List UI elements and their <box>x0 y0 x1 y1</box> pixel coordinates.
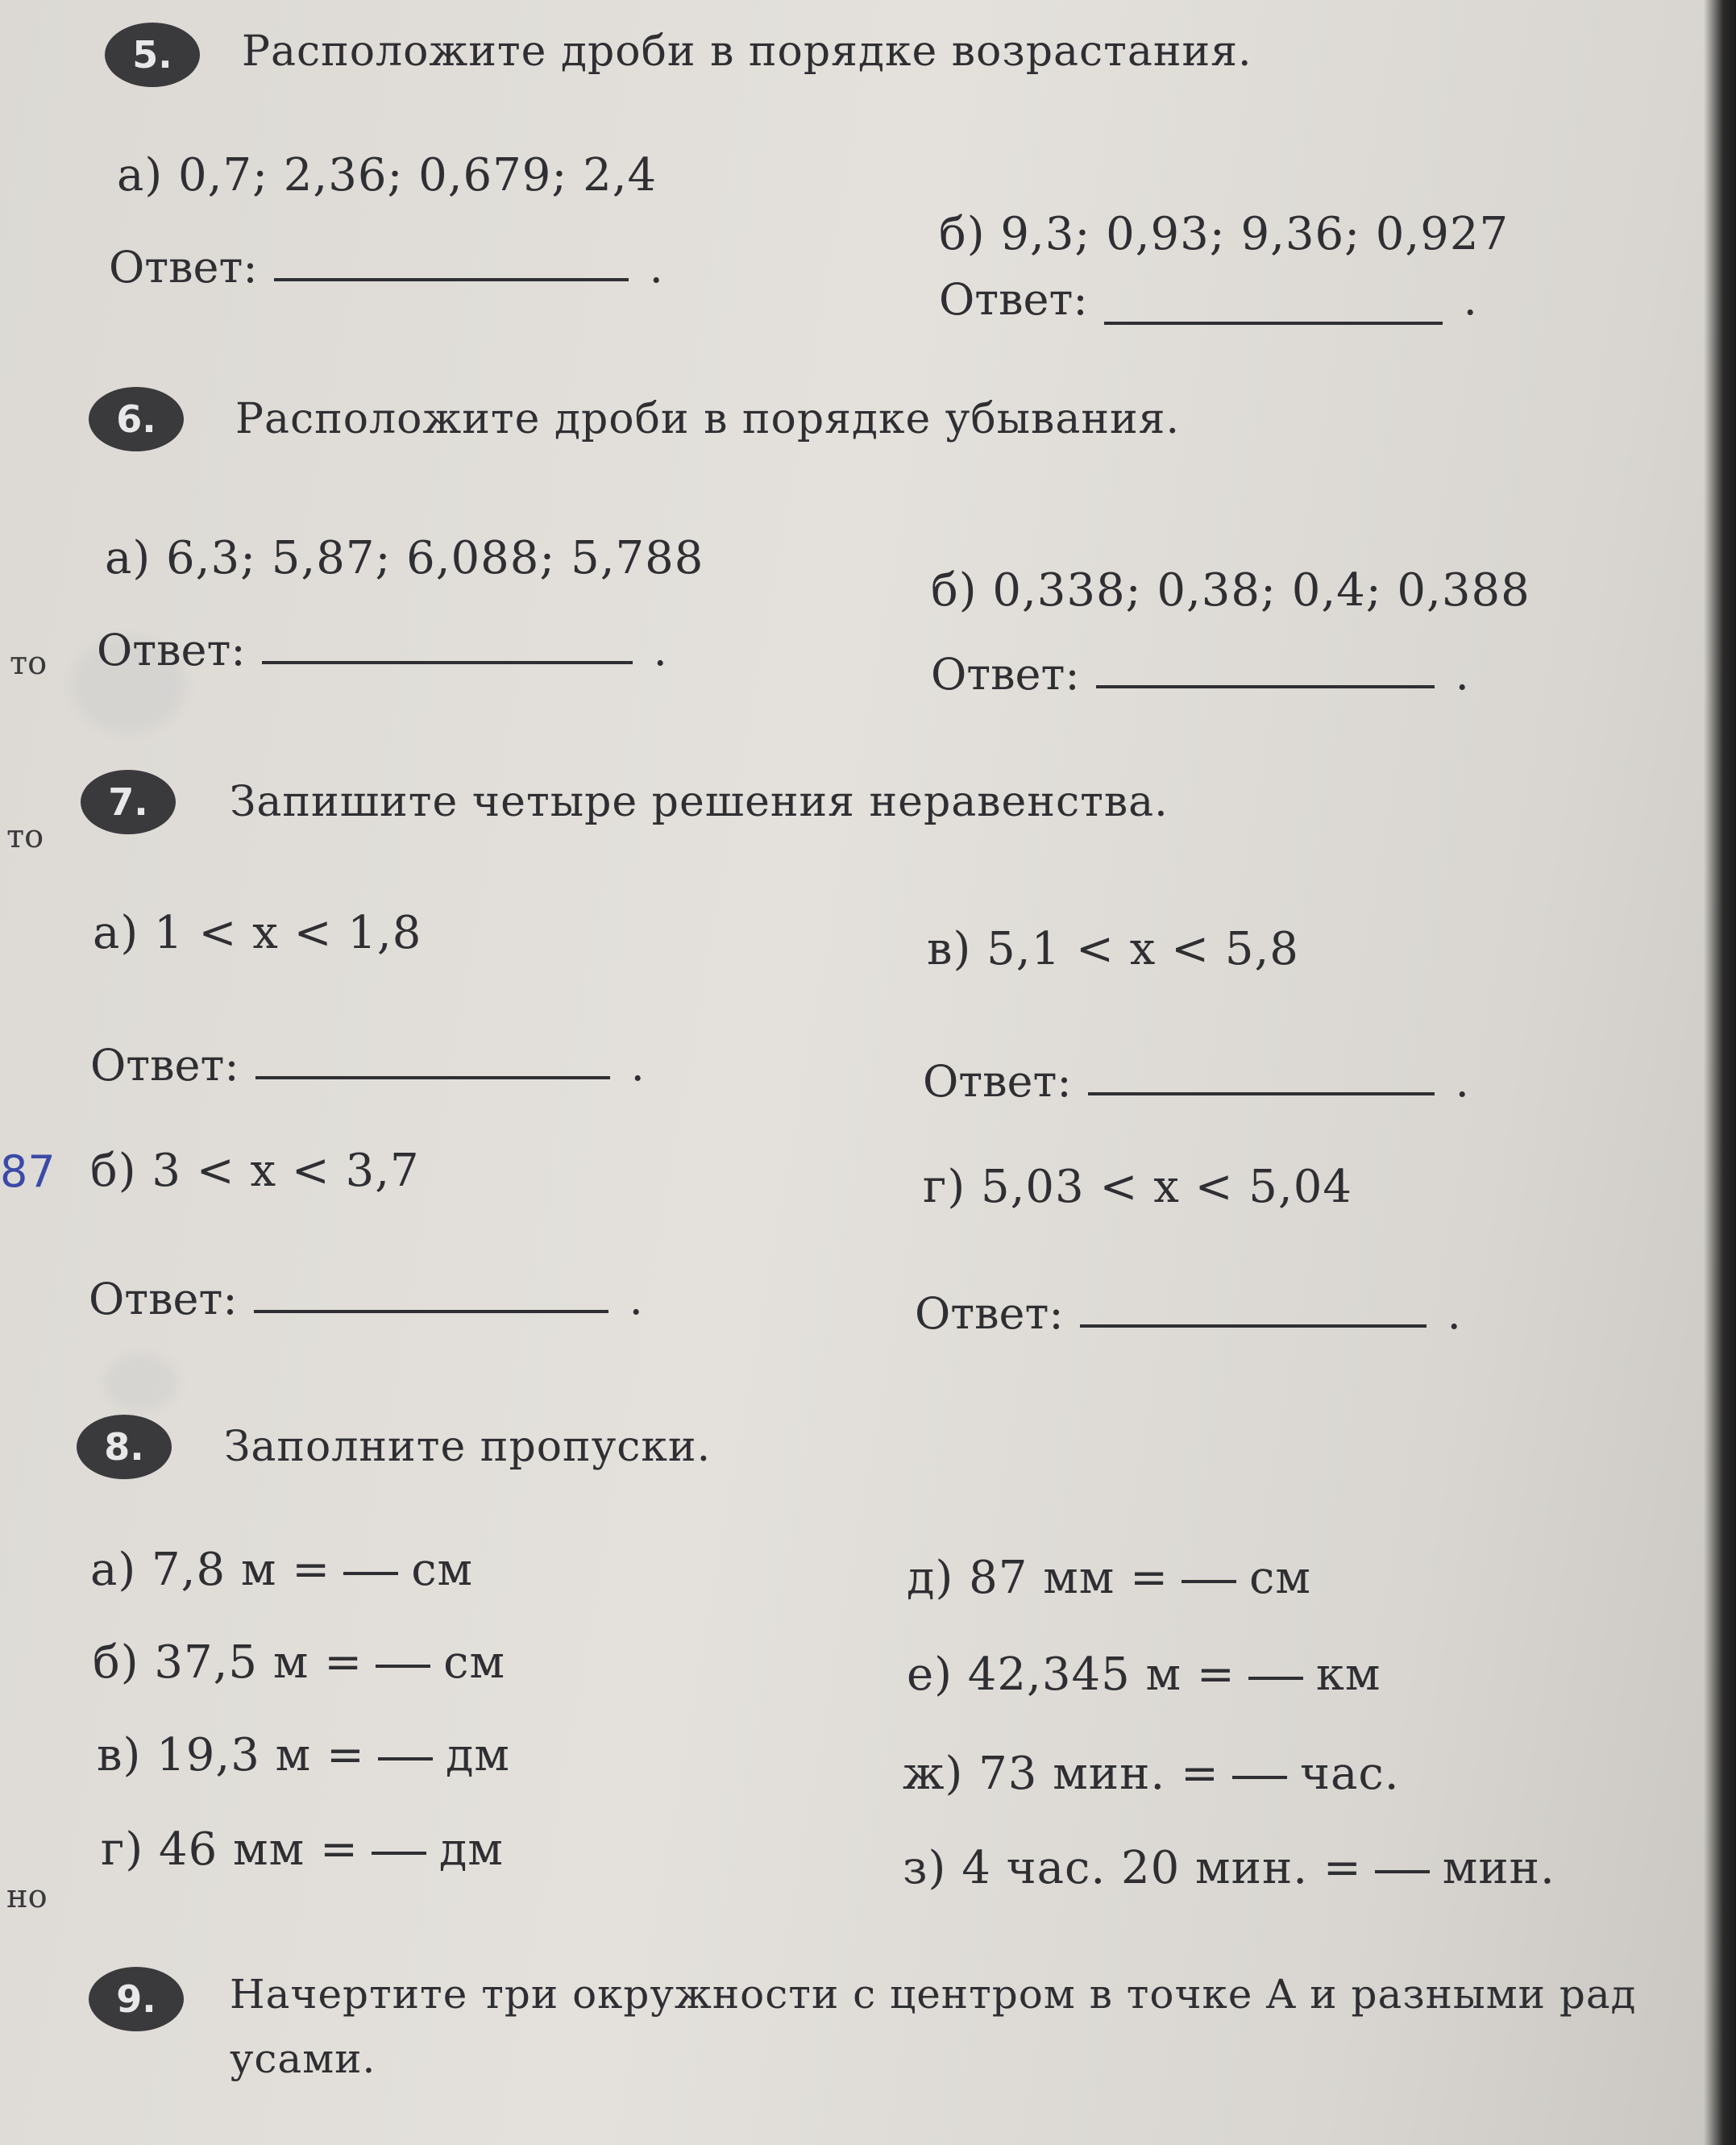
task-7-a: а) 1 < x < 1,8 <box>93 907 422 959</box>
answer-dot: . <box>630 1040 645 1091</box>
task-6-number: 6. <box>89 387 184 451</box>
item-unit: см <box>443 1636 506 1689</box>
task-5-number: 5. <box>105 23 200 87</box>
fill-blank[interactable] <box>343 1571 398 1575</box>
fill-blank[interactable] <box>1375 1869 1430 1873</box>
task-7-v: в) 5,1 < x < 5,8 <box>927 923 1299 975</box>
answer-blank[interactable] <box>255 1075 610 1079</box>
task-9-number: 9. <box>89 1967 184 2031</box>
item-expression: в) 19,3 м = <box>97 1729 365 1781</box>
task-8-item-a <box>90 1544 473 1596</box>
margin-word-2: то <box>6 818 44 855</box>
task-6-heading: Расположите дроби в порядке убывания. <box>235 395 1180 443</box>
task-7-number: 7. <box>81 770 176 834</box>
item-unit: см <box>411 1544 474 1596</box>
answer-label: Ответ: <box>90 1040 239 1091</box>
task-8-number: 8. <box>77 1415 172 1479</box>
task-8-heading: Заполните пропуски. <box>224 1423 712 1471</box>
margin-word-1: то <box>10 645 48 682</box>
smudge <box>105 1354 177 1411</box>
answer-blank[interactable] <box>1096 684 1435 688</box>
answer-dot: . <box>1455 649 1469 700</box>
task-8-item-z <box>903 1842 1555 1894</box>
fill-blank[interactable] <box>1248 1676 1303 1680</box>
task-5-heading: Расположите дроби в порядке возрастания. <box>242 27 1252 76</box>
item-expression: з) 4 час. 20 мин. = <box>903 1842 1362 1894</box>
task-5-a-answer <box>109 242 663 293</box>
task-6-a-answer <box>97 625 667 676</box>
item-unit: мин. <box>1442 1842 1555 1894</box>
task-7-v-answer <box>923 1056 1469 1107</box>
answer-blank[interactable] <box>254 1309 608 1313</box>
answer-dot: . <box>649 242 663 293</box>
answer-label: Ответ: <box>97 625 246 676</box>
item-unit: дм <box>445 1729 510 1781</box>
item-unit: час. <box>1299 1748 1400 1800</box>
task-7-a-answer <box>90 1040 645 1091</box>
task-7-g: г) 5,03 < x < 5,04 <box>923 1161 1352 1213</box>
answer-blank[interactable] <box>262 660 633 664</box>
item-expression: е) 42,345 м = <box>907 1648 1236 1701</box>
task-5-b: б) 9,3; 0,93; 9,36; 0,927 <box>939 208 1510 260</box>
answer-label: Ответ: <box>915 1288 1064 1339</box>
fill-blank[interactable] <box>372 1851 426 1855</box>
item-expression: ж) 73 мин. = <box>903 1748 1219 1800</box>
answer-blank[interactable] <box>1088 1091 1435 1095</box>
item-expression: д) 87 мм = <box>907 1552 1169 1604</box>
task-8-item-e <box>907 1648 1381 1701</box>
fill-blank[interactable] <box>1182 1579 1236 1583</box>
answer-blank[interactable] <box>1080 1324 1427 1328</box>
task-8-item-d <box>907 1552 1311 1604</box>
task-5-a: а) 0,7; 2,36; 0,679; 2,4 <box>117 149 658 202</box>
answer-label: Ответ: <box>89 1274 238 1324</box>
answer-dot: . <box>1463 274 1477 325</box>
task-7-g-answer <box>915 1288 1461 1339</box>
task-8-item-b <box>93 1636 505 1689</box>
handwritten-note: 87 <box>0 1146 56 1197</box>
answer-label: Ответ: <box>109 242 258 293</box>
answer-label: Ответ: <box>923 1056 1072 1107</box>
item-expression: б) 37,5 м = <box>93 1636 363 1689</box>
task-8-item-v <box>97 1729 510 1781</box>
item-expression: а) 7,8 м = <box>90 1544 331 1596</box>
task-7-b-answer <box>89 1274 643 1324</box>
task-6-b-answer <box>931 649 1469 700</box>
answer-dot: . <box>629 1274 643 1324</box>
task-9-heading-line2: усами. <box>230 2035 376 2082</box>
item-unit: см <box>1249 1552 1311 1604</box>
answer-blank[interactable] <box>1104 321 1443 325</box>
answer-label: Ответ: <box>939 274 1088 325</box>
item-unit: км <box>1315 1648 1381 1701</box>
fill-blank[interactable] <box>376 1664 430 1668</box>
task-9-heading-line1: Начертите три окружности с центром в точке A и разными рад <box>230 1971 1637 2018</box>
answer-dot: . <box>653 625 667 676</box>
answer-label: Ответ: <box>931 649 1080 700</box>
answer-dot: . <box>1447 1288 1461 1339</box>
margin-word-3: но <box>6 1878 48 1915</box>
task-8-item-g <box>101 1823 504 1876</box>
page-shadow-edge <box>1704 0 1736 2145</box>
answer-dot: . <box>1455 1056 1469 1107</box>
answer-blank[interactable] <box>274 277 629 281</box>
task-7-heading: Запишите четыре решения неравенства. <box>230 778 1169 826</box>
task-8-item-zh <box>903 1748 1400 1800</box>
task-6-a: а) 6,3; 5,87; 6,088; 5,788 <box>105 532 704 584</box>
task-5-b-answer <box>939 274 1477 325</box>
fill-blank[interactable] <box>378 1756 433 1760</box>
task-6-b: б) 0,338; 0,38; 0,4; 0,388 <box>931 564 1530 617</box>
item-unit: дм <box>438 1823 504 1876</box>
item-expression: г) 46 мм = <box>101 1823 359 1876</box>
task-7-b: б) 3 < x < 3,7 <box>90 1145 420 1197</box>
fill-blank[interactable] <box>1232 1775 1287 1779</box>
